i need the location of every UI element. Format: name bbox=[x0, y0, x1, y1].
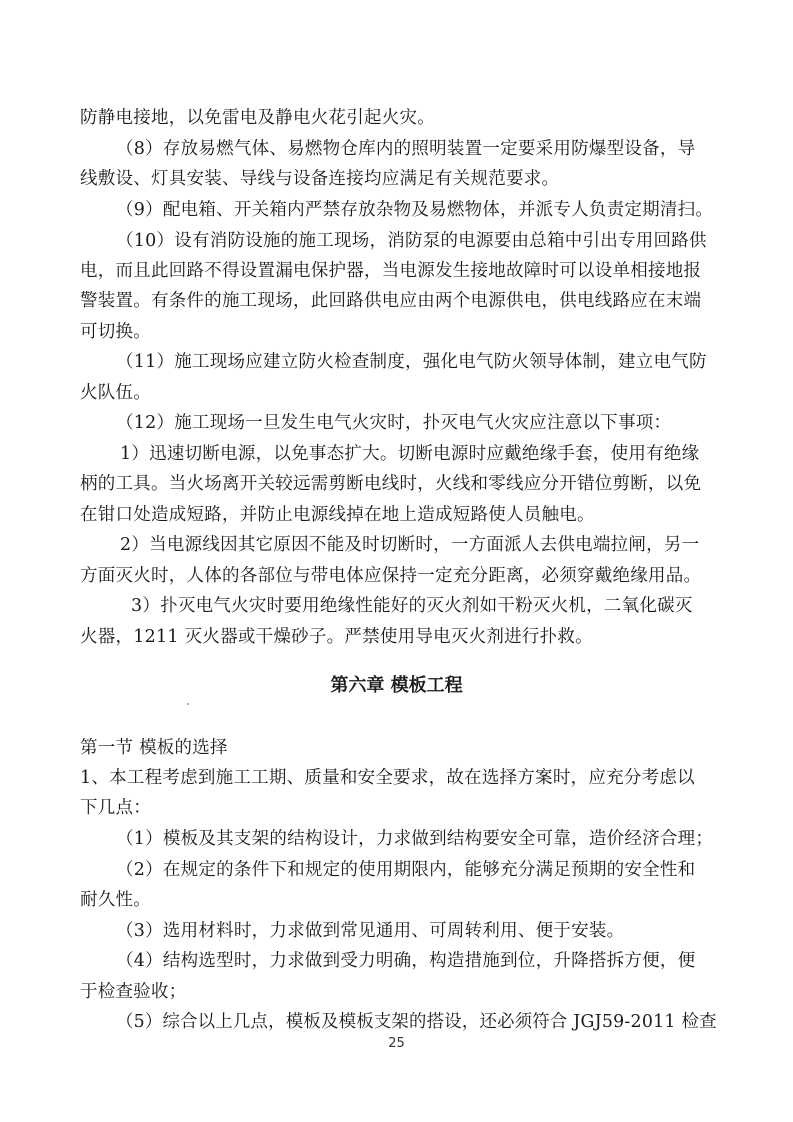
body-text-line: 柄的工具。当火场离开关较远需剪断电线时，火线和零线应分开错位剪断，以免 bbox=[80, 474, 702, 494]
list-item-10: （10）设有消防设施的施工现场，消防泵的电源要由总箱中引出专用回路供 bbox=[116, 231, 707, 251]
section-heading: 第一节 模板的选择 bbox=[80, 738, 228, 758]
list-item-5: （5）综合以上几点，模板及模板支架的搭设，还必须符合 JGJ59-2011 检查 bbox=[116, 1012, 717, 1032]
list-item-2: （2）在规定的条件下和规定的使用期限内，能够充分满足预期的安全性和 bbox=[116, 860, 696, 880]
list-item-4: （4）结构选型时，力求做到受力明确，构造措施到位，升降搭拆方便，便 bbox=[116, 951, 696, 971]
list-item-8: （8）存放易燃气体、易燃物仓库内的照明装置一定要采用防爆型设备，导 bbox=[116, 139, 696, 159]
body-text-line: 火器，1211 灭火器或干燥砂子。严禁使用导电灭火剂进行扑救。 bbox=[80, 627, 593, 647]
list-item-12: （12）施工现场一旦发生电气火灾时，扑灭电气火灾应注意以下事项： bbox=[116, 413, 672, 433]
list-item-9: （9）配电箱、开关箱内严禁存放杂物及易燃物体，并派专人负责定期清扫。 bbox=[116, 200, 714, 220]
page-number: 25 bbox=[388, 1036, 405, 1051]
body-text-line: 火队伍。 bbox=[80, 383, 151, 403]
sub-item-3: 3）扑灭电气火灾时要用绝缘性能好的灭火剂如干粉灭火机，二氧化碳灭 bbox=[131, 596, 693, 616]
body-text-line: 于检查验收； bbox=[80, 982, 187, 1002]
list-item-3: （3）选用材料时，力求做到常见通用、可周转利用、便于安装。 bbox=[116, 921, 625, 941]
body-text-line: 下几点： bbox=[80, 798, 151, 818]
body-text-line: 警装置。有条件的施工现场，此回路供电应由两个电源供电，供电线路应在末端 bbox=[80, 291, 702, 311]
body-text-line: 方面灭火时，人体的各部位与带电体应保持一定充分距离，必须穿戴绝缘用品。 bbox=[80, 566, 702, 586]
list-item-1: （1）模板及其支架的结构设计，力求做到结构要安全可靠，造价经济合理； bbox=[116, 829, 714, 849]
body-text-line: 在钳口处造成短路，并防止电源线掉在地上造成短路使人员触电。 bbox=[80, 505, 595, 525]
sub-item-1: 1）迅速切断电源，以免事态扩大。切断电源时应戴绝缘手套，使用有绝缘 bbox=[120, 444, 700, 464]
body-text-line: 耐久性。 bbox=[80, 890, 151, 910]
sub-item-2: 2）当电源线因其它原因不能及时切断时，一方面派人去供电端拉闸，另一 bbox=[120, 535, 700, 555]
body-text-line: 1、本工程考虑到施工工期、质量和安全要求，故在选择方案时，应充分考虑以 bbox=[80, 768, 695, 788]
chapter-heading: 第六章 模板工程 bbox=[330, 675, 463, 696]
list-item-11: （11）施工现场应建立防火检查制度，强化电气防火领导体制，建立电气防 bbox=[116, 352, 707, 372]
body-text-line: 线敷设、灯具安装、导线与设备连接均应满足有关规范要求。 bbox=[80, 169, 560, 189]
body-text-line: 电，而且此回路不得设置漏电保护器，当电源发生接地故障时可以设单相接地报 bbox=[80, 261, 702, 281]
body-text-line: 可切换。 bbox=[80, 322, 151, 342]
scan-speck bbox=[187, 703, 189, 705]
body-text-line: 防静电接地，以免雷电及静电火花引起火灾。 bbox=[80, 108, 435, 128]
